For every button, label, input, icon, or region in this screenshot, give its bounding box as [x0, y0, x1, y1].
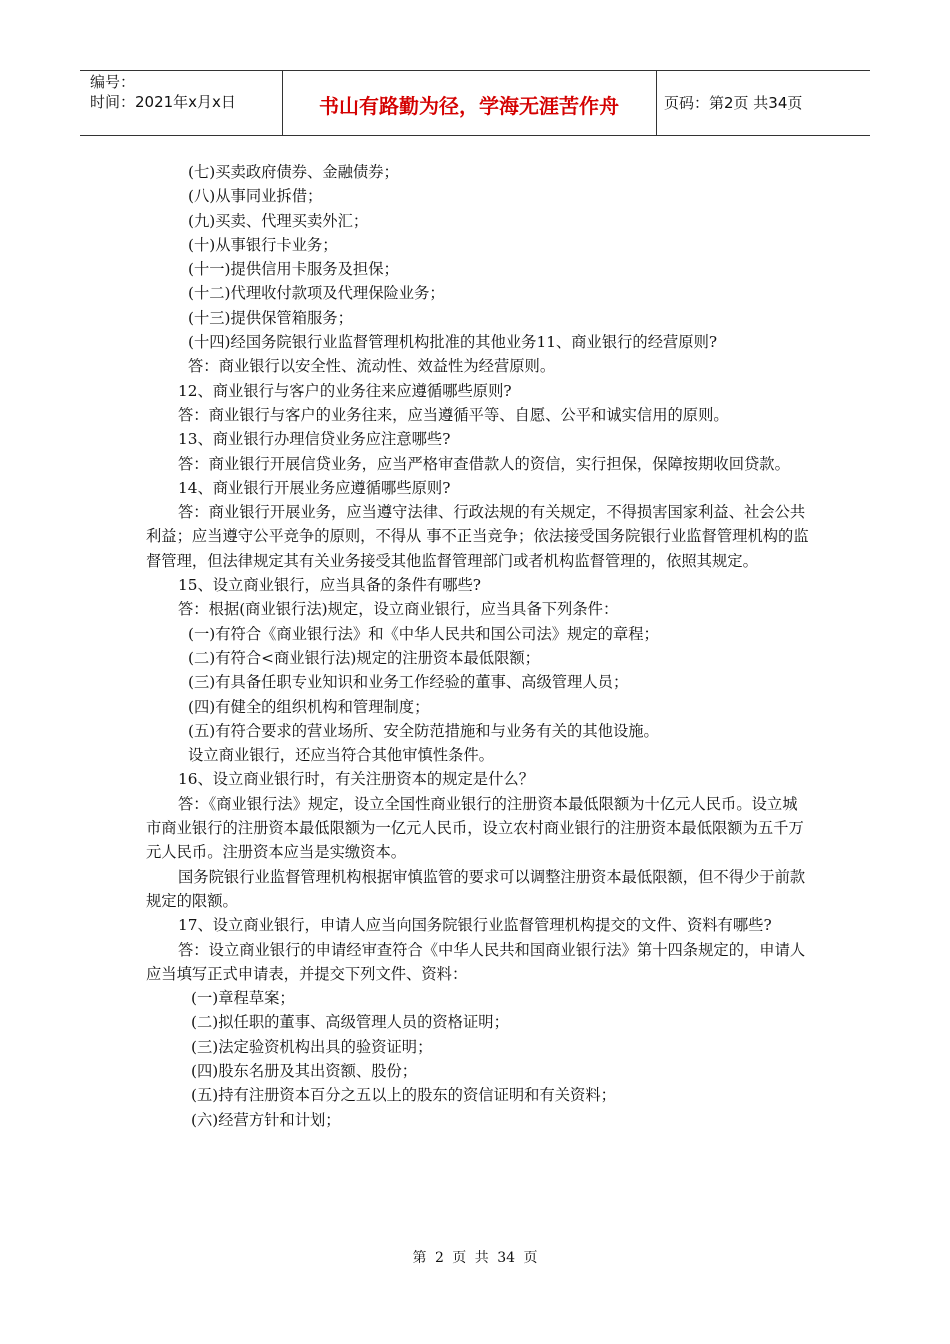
document-number-label: 编号：: [90, 73, 136, 91]
body-paragraph: (七)买卖政府债券、金融债券；: [188, 163, 399, 181]
header-top-rule: [80, 70, 870, 71]
document-date: 时间：2021年x月x日: [90, 93, 236, 111]
body-paragraph: (十)从事银行卡业务；: [188, 235, 338, 254]
body-paragraph: 12、商业银行与客户的业务往来应遵循哪些原则?: [178, 381, 512, 400]
body-paragraph: 答：商业银行开展业务，应当遵守法律、行政法规的有关规定，不得损害国家利益、社会公共利益；应当遵守公平竞争的原则，不得从 事不正当竞争；依法接受国务院银行业监督管理机构的监督管理，但法律规定其有关业务接受其他监督管理部门或者机构监督管理的，依照其规定。: [146, 503, 809, 570]
body-paragraph: (九)买卖、代理买卖外汇；: [188, 211, 369, 230]
body-paragraph: (六)经营方针和计划；: [191, 1110, 341, 1129]
body-paragraph: (十一)提供信用卡服务及担保；: [188, 260, 399, 279]
body-paragraph: (二)拟任职的董事、高级管理人员的资格证明；: [191, 1013, 509, 1032]
body-paragraph: 14、商业银行开展业务应遵循哪些原则?: [178, 478, 451, 497]
body-paragraph: (二)有符合<商业银行法)规定的注册资本最低限额；: [188, 648, 540, 667]
body-paragraph: (一)有符合《商业银行法》和《中华人民共和国公司法》规定的章程；: [188, 624, 659, 643]
document-body: [146, 160, 810, 1132]
header-page-info: 页码：第2页 共34页: [664, 94, 803, 112]
body-paragraph: (一)章程草案；: [191, 989, 295, 1008]
body-paragraph: 答：设立商业银行的申请经审查符合《中华人民共和国商业银行法》第十四条规定的，申请人应当填写正式申请表，并提交下列文件、资料：: [146, 940, 806, 983]
body-paragraph: (四)有健全的组织机构和管理制度；: [188, 697, 430, 716]
body-paragraph: 设立商业银行，还应当符合其他审慎性条件。: [188, 746, 494, 765]
header-divider-right: [656, 70, 657, 135]
body-paragraph: (十二)代理收付款项及代理保险业务；: [188, 284, 445, 303]
body-paragraph: 国务院银行业监督管理机构根据审慎监管的要求可以调整注册资本最低限额，但不得少于前款规定的限额。: [146, 867, 806, 910]
header-meta: [90, 72, 280, 112]
body-paragraph: 答：商业银行开展信贷业务，应当严格审查借款人的资信，实行担保，保障按期收回贷款。: [178, 454, 790, 473]
body-paragraph: 13、商业银行办理信贷业务应注意哪些?: [178, 430, 451, 449]
body-paragraph: (十四)经国务院银行业监督管理机构批准的其他业务11、商业银行的经营原则?: [188, 333, 718, 352]
page-footer: 第 2 页 共 34 页: [412, 1250, 538, 1266]
header-bottom-rule: [80, 135, 870, 136]
body-paragraph: (五)有符合要求的营业场所、安全防范措施和与业务有关的其他设施。: [188, 721, 659, 740]
body-paragraph: (十三)提供保管箱服务；: [188, 308, 353, 327]
body-paragraph: (八)从事同业拆借；: [188, 187, 323, 206]
body-paragraph: 答：《商业银行法》规定，设立全国性商业银行的注册资本最低限额为十亿元人民币。设立城市商业银行的注册资本最低限额为一亿元人民币，设立农村商业银行的注册资本最低限额为五千万元人民币。注册资本应当是实缴资本。: [146, 794, 804, 862]
body-paragraph: 16、设立商业银行时，有关注册资本的规定是什么？: [178, 770, 534, 789]
body-paragraph: 答：根据(商业银行法)规定，设立商业银行，应当具备下列条件：: [178, 600, 619, 619]
body-paragraph: (三)法定验资机构出具的验资证明；: [191, 1037, 433, 1056]
header-motto: 书山有路勤为径，学海无涯苦作舟: [319, 94, 619, 118]
body-paragraph: 答：商业银行以安全性、流动性、效益性为经营原则。: [188, 357, 556, 376]
body-paragraph: (三)有具备任职专业知识和业务工作经验的董事、高级管理人员；: [188, 673, 629, 692]
body-paragraph: 答：商业银行与客户的业务往来，应当遵循平等、自愿、公平和诚实信用的原则。: [178, 405, 729, 424]
header-divider-left: [282, 70, 283, 135]
body-paragraph: (五)持有注册资本百分之五以上的股东的资信证明和有关资料；: [191, 1086, 616, 1105]
body-paragraph: 17、设立商业银行，申请人应当向国务院银行业监督管理机构提交的文件、资料有哪些?: [178, 916, 772, 935]
body-paragraph: 15、设立商业银行，应当具备的条件有哪些?: [178, 576, 482, 595]
body-paragraph: (四)股东名册及其出资额、股份；: [191, 1061, 418, 1080]
